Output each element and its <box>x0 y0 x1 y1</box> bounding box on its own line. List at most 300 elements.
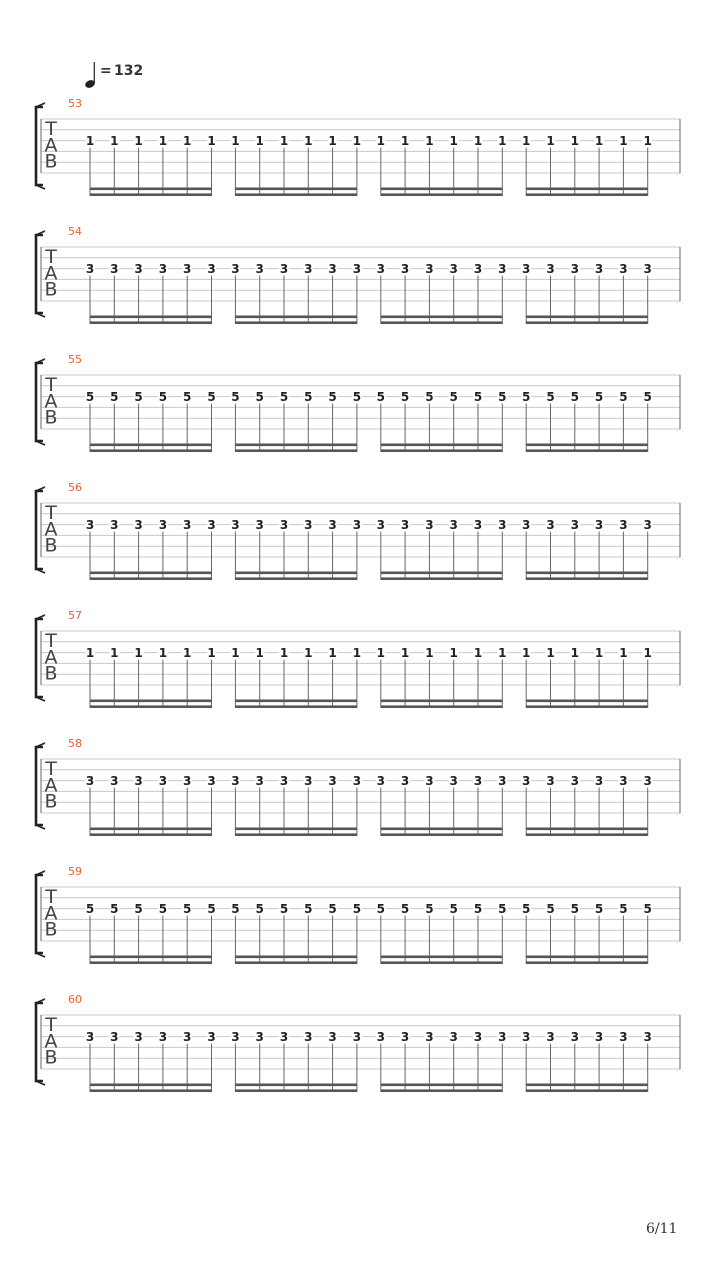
fret-number: 5 <box>473 901 483 916</box>
beam-eighth <box>526 444 648 447</box>
fret-number: 1 <box>449 645 458 660</box>
fret-number: 5 <box>376 389 385 404</box>
beam-eighth <box>235 316 357 319</box>
fret-number: 3 <box>134 261 143 276</box>
fret-number: 3 <box>522 517 531 532</box>
tab-clef-letter: T <box>45 758 57 780</box>
fret-number: 3 <box>473 517 483 532</box>
fret-number: 5 <box>158 901 168 916</box>
fret-number: 3 <box>594 261 604 276</box>
fret-number: 3 <box>183 1029 192 1044</box>
beam-eighth <box>526 188 648 191</box>
beam-sixteenth <box>381 577 503 580</box>
fret-number: 5 <box>158 389 168 404</box>
fret-number: 3 <box>546 517 555 532</box>
beam-eighth <box>381 1084 503 1087</box>
fret-number: 3 <box>158 261 168 276</box>
fret-number: 5 <box>473 389 483 404</box>
fret-number: 3 <box>570 517 579 532</box>
tab-clef-letter: T <box>45 1014 57 1036</box>
fret-number: 5 <box>400 389 410 404</box>
beam-eighth <box>90 1084 212 1087</box>
fret-number: 1 <box>304 645 313 660</box>
fret-number: 3 <box>134 1029 143 1044</box>
fret-number: 1 <box>110 133 119 148</box>
fret-number: 3 <box>231 773 240 788</box>
fret-number: 1 <box>498 133 507 148</box>
measure-number: 56 <box>68 481 82 494</box>
fret-number: 3 <box>304 261 313 276</box>
beam-sixteenth <box>381 1089 503 1092</box>
fret-number: 3 <box>376 517 385 532</box>
fret-number: 5 <box>255 389 264 404</box>
measure-number: 55 <box>68 353 82 366</box>
fret-number: 3 <box>183 517 192 532</box>
fret-number: 1 <box>183 645 192 660</box>
measure-number: 59 <box>68 865 82 878</box>
fret-number: 5 <box>352 389 362 404</box>
fret-number: 5 <box>570 901 579 916</box>
tab-system <box>36 609 680 708</box>
tab-system <box>36 97 680 196</box>
beam-eighth <box>526 316 648 319</box>
beam-sixteenth <box>235 321 357 324</box>
fret-number: 5 <box>498 389 507 404</box>
beam-eighth <box>381 700 503 703</box>
fret-number: 3 <box>158 1029 168 1044</box>
fret-number: 5 <box>134 901 143 916</box>
fret-number: 3 <box>643 1029 652 1044</box>
beam-eighth <box>235 444 357 447</box>
tab-clef-letter: A <box>44 134 58 157</box>
fret-number: 5 <box>643 901 652 916</box>
fret-number: 1 <box>352 133 362 148</box>
fret-number: 3 <box>279 773 289 788</box>
fret-number: 5 <box>619 389 628 404</box>
fret-number: 3 <box>522 261 531 276</box>
beam-sixteenth <box>526 449 648 452</box>
fret-number: 1 <box>570 133 579 148</box>
fret-number: 3 <box>134 773 143 788</box>
beam-sixteenth <box>526 577 648 580</box>
beam-eighth <box>90 700 212 703</box>
fret-number: 3 <box>498 773 507 788</box>
fret-number: 5 <box>231 901 240 916</box>
fret-number: 3 <box>255 1029 264 1044</box>
fret-number: 3 <box>570 261 579 276</box>
fret-number: 5 <box>643 389 652 404</box>
beam-sixteenth <box>381 961 503 964</box>
tab-systems <box>36 97 680 1092</box>
fret-number: 5 <box>85 389 95 404</box>
fret-number: 3 <box>85 517 95 532</box>
fret-number: 3 <box>85 773 95 788</box>
beam-eighth <box>235 828 357 831</box>
beam-sixteenth <box>90 449 212 452</box>
fret-number: 3 <box>498 517 507 532</box>
fret-number: 1 <box>570 645 579 660</box>
fret-number: 5 <box>619 901 628 916</box>
fret-number: 3 <box>473 261 483 276</box>
fret-number: 3 <box>619 261 628 276</box>
fret-number: 1 <box>473 133 483 148</box>
fret-number: 1 <box>304 133 313 148</box>
fret-number: 3 <box>110 773 119 788</box>
fret-number: 3 <box>619 517 628 532</box>
fret-number: 5 <box>498 901 507 916</box>
fret-number: 1 <box>619 645 628 660</box>
fret-number: 5 <box>376 901 385 916</box>
fret-number: 1 <box>400 133 410 148</box>
beam-eighth <box>235 700 357 703</box>
tab-clef-letter: B <box>44 790 58 813</box>
fret-number: 3 <box>255 517 264 532</box>
fret-number: 1 <box>400 645 410 660</box>
fret-number: 3 <box>183 773 192 788</box>
tab-system <box>36 353 680 452</box>
tab-clef-letter: T <box>45 630 57 652</box>
beam-eighth <box>381 572 503 575</box>
fret-number: 3 <box>473 773 483 788</box>
fret-number: 3 <box>110 1029 119 1044</box>
fret-number: 3 <box>449 1029 458 1044</box>
fret-number: 3 <box>619 1029 628 1044</box>
beam-eighth <box>381 828 503 831</box>
fret-number: 3 <box>449 773 458 788</box>
beam-sixteenth <box>526 961 648 964</box>
fret-number: 3 <box>449 517 458 532</box>
fret-number: 3 <box>400 1029 410 1044</box>
beam-eighth <box>381 316 503 319</box>
fret-number: 1 <box>376 133 385 148</box>
fret-number: 1 <box>449 133 458 148</box>
fret-number: 3 <box>328 261 337 276</box>
fret-number: 3 <box>328 773 337 788</box>
fret-number: 5 <box>352 901 362 916</box>
tab-clef-letter: T <box>45 886 57 908</box>
fret-number: 3 <box>231 1029 240 1044</box>
tab-clef-letter: T <box>45 118 57 140</box>
fret-number: 1 <box>352 645 362 660</box>
fret-number: 1 <box>134 645 143 660</box>
fret-number: 1 <box>473 645 483 660</box>
fret-number: 1 <box>328 133 337 148</box>
beam-sixteenth <box>526 193 648 196</box>
fret-number: 5 <box>594 901 604 916</box>
fret-number: 3 <box>594 517 604 532</box>
fret-number: 3 <box>498 1029 507 1044</box>
measure-number: 53 <box>68 97 82 110</box>
fret-number: 1 <box>279 645 289 660</box>
fret-number: 5 <box>449 901 458 916</box>
fret-number: 3 <box>400 261 410 276</box>
fret-number: 3 <box>473 1029 483 1044</box>
fret-number: 3 <box>328 1029 337 1044</box>
fret-number: 5 <box>328 389 337 404</box>
fret-number: 3 <box>546 773 555 788</box>
fret-number: 3 <box>425 261 434 276</box>
fret-number: 3 <box>522 1029 531 1044</box>
fret-number: 3 <box>376 773 385 788</box>
beam-sixteenth <box>90 577 212 580</box>
beam-eighth <box>381 956 503 959</box>
beam-eighth <box>526 828 648 831</box>
tab-clef-letter: B <box>44 534 58 557</box>
beam-sixteenth <box>235 833 357 836</box>
beam-eighth <box>90 956 212 959</box>
tab-clef-letter: A <box>44 262 58 285</box>
fret-number: 5 <box>110 901 119 916</box>
fret-number: 1 <box>134 133 143 148</box>
page-number: 6/11 <box>646 1221 678 1237</box>
tab-clef-letter: B <box>44 150 58 173</box>
tab-clef-letter: T <box>45 502 57 524</box>
fret-number: 3 <box>400 773 410 788</box>
tab-clef-letter: A <box>44 518 58 541</box>
tab-system <box>36 225 680 324</box>
fret-number: 5 <box>255 901 264 916</box>
tab-system <box>36 993 680 1092</box>
fret-number: 3 <box>522 773 531 788</box>
fret-number: 1 <box>255 133 264 148</box>
fret-number: 5 <box>304 389 313 404</box>
tab-clef-letter: A <box>44 646 58 669</box>
beam-eighth <box>235 956 357 959</box>
fret-number: 5 <box>328 901 337 916</box>
fret-number: 3 <box>279 261 289 276</box>
measure-number: 60 <box>68 993 82 1006</box>
fret-number: 3 <box>207 261 216 276</box>
fret-number: 1 <box>207 645 216 660</box>
beam-eighth <box>526 956 648 959</box>
fret-number: 5 <box>594 389 604 404</box>
beam-eighth <box>235 188 357 191</box>
beam-eighth <box>90 444 212 447</box>
fret-number: 3 <box>231 517 240 532</box>
fret-number: 3 <box>376 1029 385 1044</box>
fret-number: 1 <box>279 133 289 148</box>
fret-number: 3 <box>134 517 143 532</box>
tab-clef-letter: A <box>44 902 58 925</box>
fret-number: 1 <box>643 133 652 148</box>
tab-system <box>36 865 680 964</box>
beam-eighth <box>526 572 648 575</box>
fret-number: 1 <box>619 133 628 148</box>
beam-sixteenth <box>381 705 503 708</box>
fret-number: 3 <box>352 773 362 788</box>
tab-clef-letter: T <box>45 374 57 396</box>
fret-number: 5 <box>85 901 95 916</box>
fret-number: 1 <box>110 645 119 660</box>
fret-number: 1 <box>498 645 507 660</box>
fret-number: 3 <box>643 517 652 532</box>
fret-number: 3 <box>546 1029 555 1044</box>
fret-number: 3 <box>376 261 385 276</box>
fret-number: 5 <box>522 901 531 916</box>
fret-number: 5 <box>183 901 192 916</box>
tab-clef-letter: A <box>44 390 58 413</box>
beam-sixteenth <box>381 321 503 324</box>
fret-number: 3 <box>279 517 289 532</box>
fret-number: 3 <box>328 517 337 532</box>
tab-clef-letter: T <box>45 246 57 268</box>
fret-number: 3 <box>425 517 434 532</box>
beam-sixteenth <box>526 321 648 324</box>
fret-number: 1 <box>328 645 337 660</box>
fret-number: 3 <box>594 1029 604 1044</box>
beam-eighth <box>90 188 212 191</box>
fret-number: 3 <box>110 261 119 276</box>
fret-number: 1 <box>546 645 555 660</box>
fret-number: 1 <box>255 645 264 660</box>
tab-clef-letter: A <box>44 1030 58 1053</box>
beam-sixteenth <box>381 449 503 452</box>
fret-number: 1 <box>85 645 95 660</box>
fret-number: 3 <box>231 261 240 276</box>
fret-number: 1 <box>231 645 240 660</box>
fret-number: 5 <box>207 901 216 916</box>
fret-number: 5 <box>449 389 458 404</box>
fret-number: 3 <box>255 261 264 276</box>
measure-number: 54 <box>68 225 82 238</box>
fret-number: 1 <box>376 645 385 660</box>
fret-number: 3 <box>352 1029 362 1044</box>
fret-number: 3 <box>85 1029 95 1044</box>
fret-number: 1 <box>425 133 434 148</box>
tempo-bpm: 132 <box>114 63 144 79</box>
beam-sixteenth <box>381 833 503 836</box>
fret-number: 3 <box>304 1029 313 1044</box>
fret-number: 3 <box>643 773 652 788</box>
beam-eighth <box>381 444 503 447</box>
fret-number: 1 <box>207 133 216 148</box>
fret-number: 5 <box>183 389 192 404</box>
fret-number: 1 <box>158 645 168 660</box>
beam-sixteenth <box>90 833 212 836</box>
fret-number: 3 <box>304 517 313 532</box>
tempo-marking <box>84 62 143 89</box>
beam-sixteenth <box>235 1089 357 1092</box>
beam-sixteenth <box>526 1089 648 1092</box>
fret-number: 5 <box>400 901 410 916</box>
beam-sixteenth <box>90 321 212 324</box>
fret-number: 5 <box>231 389 240 404</box>
tab-clef-letter: B <box>44 662 58 685</box>
fret-number: 5 <box>279 389 289 404</box>
fret-number: 5 <box>425 389 434 404</box>
measure-number: 57 <box>68 609 82 622</box>
fret-number: 5 <box>304 901 313 916</box>
fret-number: 3 <box>207 773 216 788</box>
beam-sixteenth <box>235 577 357 580</box>
beam-sixteenth <box>90 1089 212 1092</box>
fret-number: 3 <box>352 261 362 276</box>
measure-number: 58 <box>68 737 82 750</box>
fret-number: 1 <box>425 645 434 660</box>
beam-eighth <box>381 188 503 191</box>
beam-sixteenth <box>90 961 212 964</box>
fret-number: 3 <box>207 517 216 532</box>
tab-clef-letter: B <box>44 918 58 941</box>
fret-number: 3 <box>110 517 119 532</box>
fret-number: 3 <box>85 261 95 276</box>
fret-number: 3 <box>449 261 458 276</box>
quarter-note-icon <box>84 62 96 89</box>
beam-sixteenth <box>235 961 357 964</box>
fret-number: 1 <box>85 133 95 148</box>
fret-number: 1 <box>158 133 168 148</box>
fret-number: 5 <box>570 389 579 404</box>
fret-number: 3 <box>279 1029 289 1044</box>
fret-number: 3 <box>570 1029 579 1044</box>
beam-eighth <box>90 316 212 319</box>
fret-number: 3 <box>183 261 192 276</box>
fret-number: 1 <box>643 645 652 660</box>
fret-number: 1 <box>183 133 192 148</box>
beam-eighth <box>235 1084 357 1087</box>
fret-number: 3 <box>158 773 168 788</box>
fret-number: 3 <box>425 773 434 788</box>
tab-clef-letter: A <box>44 774 58 797</box>
fret-number: 3 <box>594 773 604 788</box>
fret-number: 3 <box>255 773 264 788</box>
tab-system <box>36 481 680 580</box>
fret-number: 3 <box>619 773 628 788</box>
fret-number: 5 <box>134 389 143 404</box>
beam-eighth <box>526 700 648 703</box>
fret-number: 3 <box>498 261 507 276</box>
beam-eighth <box>90 828 212 831</box>
beam-sixteenth <box>235 449 357 452</box>
fret-number: 1 <box>522 133 531 148</box>
beam-sixteenth <box>235 193 357 196</box>
beam-sixteenth <box>90 705 212 708</box>
fret-number: 5 <box>425 901 434 916</box>
beam-eighth <box>90 572 212 575</box>
fret-number: 5 <box>279 901 289 916</box>
fret-number: 5 <box>207 389 216 404</box>
tab-clef-letter: B <box>44 406 58 429</box>
beam-sixteenth <box>526 833 648 836</box>
tab-system <box>36 737 680 836</box>
fret-number: 5 <box>546 901 555 916</box>
beam-sixteenth <box>90 193 212 196</box>
tab-clef-letter: B <box>44 278 58 301</box>
beam-eighth <box>526 1084 648 1087</box>
fret-number: 3 <box>352 517 362 532</box>
fret-number: 3 <box>643 261 652 276</box>
fret-number: 1 <box>594 133 604 148</box>
fret-number: 3 <box>207 1029 216 1044</box>
fret-number: 3 <box>570 773 579 788</box>
fret-number: 3 <box>400 517 410 532</box>
fret-number: 5 <box>546 389 555 404</box>
beam-sixteenth <box>526 705 648 708</box>
fret-number: 1 <box>594 645 604 660</box>
tempo-equals: = <box>100 63 112 79</box>
fret-number: 1 <box>522 645 531 660</box>
beam-sixteenth <box>235 705 357 708</box>
fret-number: 3 <box>546 261 555 276</box>
tab-clef-letter: B <box>44 1046 58 1069</box>
fret-number: 1 <box>231 133 240 148</box>
fret-number: 3 <box>158 517 168 532</box>
fret-number: 3 <box>304 773 313 788</box>
fret-number: 5 <box>110 389 119 404</box>
fret-number: 5 <box>522 389 531 404</box>
beam-eighth <box>235 572 357 575</box>
beam-sixteenth <box>381 193 503 196</box>
